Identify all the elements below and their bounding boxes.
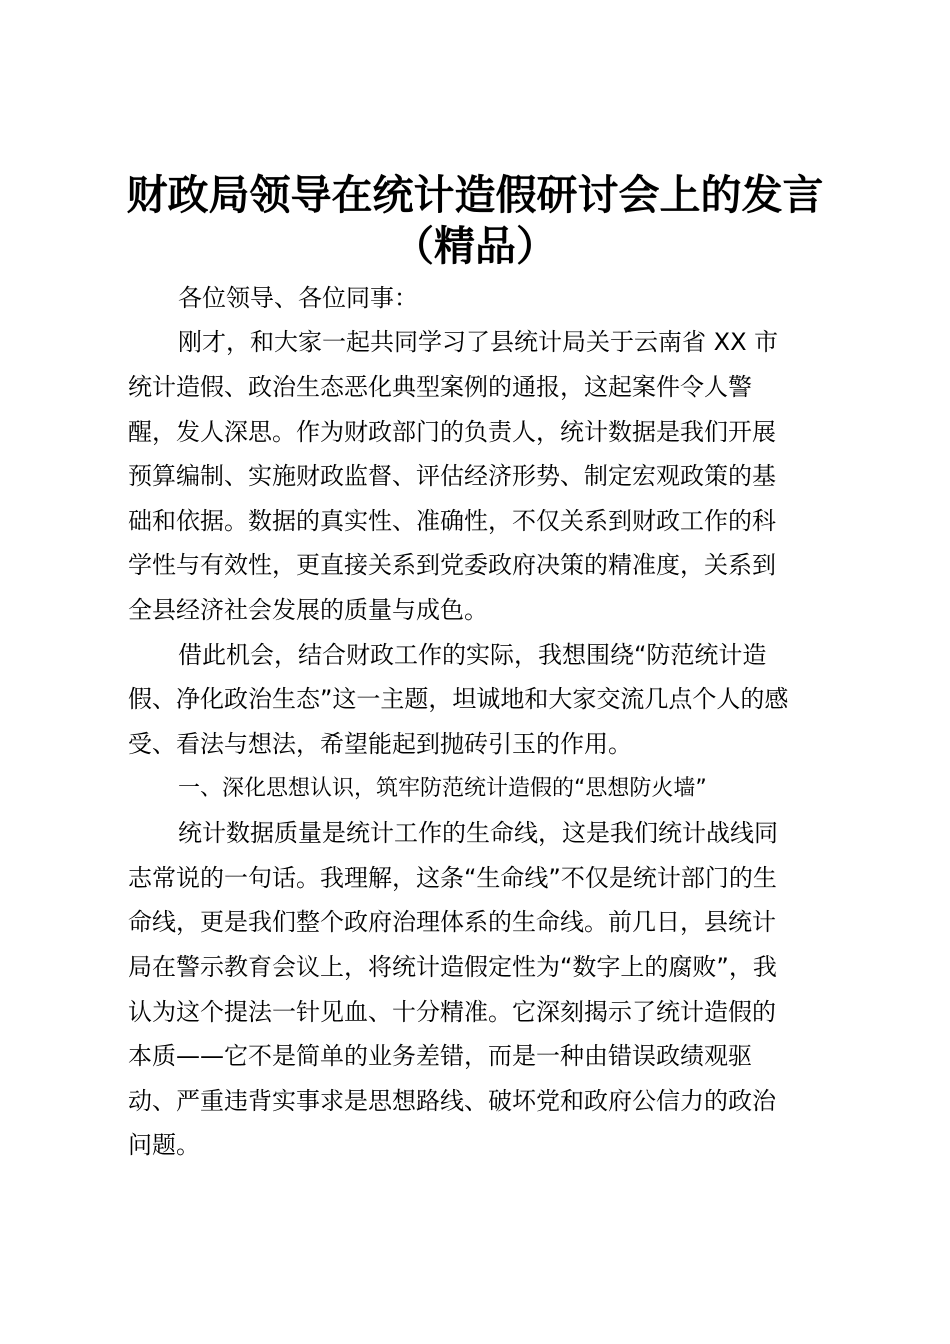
paragraph-line: 假、净化政治生态”这一主题，坦诚地和大家交流几点个人的感 [128, 685, 789, 713]
paragraph-line: 动、严重违背实事求是思想路线、破坏党和政府公信力的政治 [128, 1087, 776, 1115]
paragraph-line: 统计造假、政治生态恶化典型案例的通报，这起案件令人警 [128, 373, 752, 401]
salutation: 各位领导、各位同事： [178, 284, 418, 312]
paragraph-line: 预算编制、实施财政监督、评估经济形势、制定宏观政策的基 [128, 462, 776, 490]
paragraph-line: 刚才，和大家一起共同学习了县统计局关于云南省 XX 市 [178, 328, 779, 356]
paragraph-line: 统计数据质量是统计工作的生命线，这是我们统计战线同 [178, 819, 778, 847]
document-title: 财政局领导在统计造假研讨会上的发言 [126, 171, 824, 219]
paragraph-line: 命线，更是我们整个政府治理体系的生命线。前几日，县统计 [128, 908, 776, 936]
paragraph-line: 全县经济社会发展的质量与成色。 [128, 596, 488, 624]
paragraph-line: 认为这个提法一针见血、十分精准。它深刻揭示了统计造假的 [128, 998, 776, 1026]
paragraph-line: 局在警示教育会议上，将统计造假定性为“数字上的腐败”，我 [128, 953, 777, 981]
paragraph-line: 问题。 [128, 1131, 200, 1159]
paragraph-line: 本质——它不是简单的业务差错，而是一种由错误政绩观驱 [128, 1042, 752, 1070]
paragraph-line: 学性与有效性，更直接关系到党委政府决策的精准度，关系到 [128, 551, 776, 579]
document-title-suffix: （精品） [393, 222, 557, 270]
paragraph-line: 础和依据。数据的真实性、准确性，不仅关系到财政工作的科 [128, 507, 776, 535]
paragraph-line: 志常说的一句话。我理解，这条“生命线”不仅是统计部门的生 [128, 864, 777, 892]
section-heading: 一、深化思想认识，筑牢防范统计造假的“思想防火墙” [178, 776, 707, 801]
paragraph-line: 受、看法与想法，希望能起到抛砖引玉的作用。 [128, 730, 632, 758]
paragraph-line: 醒，发人深思。作为财政部门的负责人，统计数据是我们开展 [128, 418, 776, 446]
paragraph-line: 借此机会，结合财政工作的实际，我想围绕“防范统计造 [178, 641, 767, 669]
